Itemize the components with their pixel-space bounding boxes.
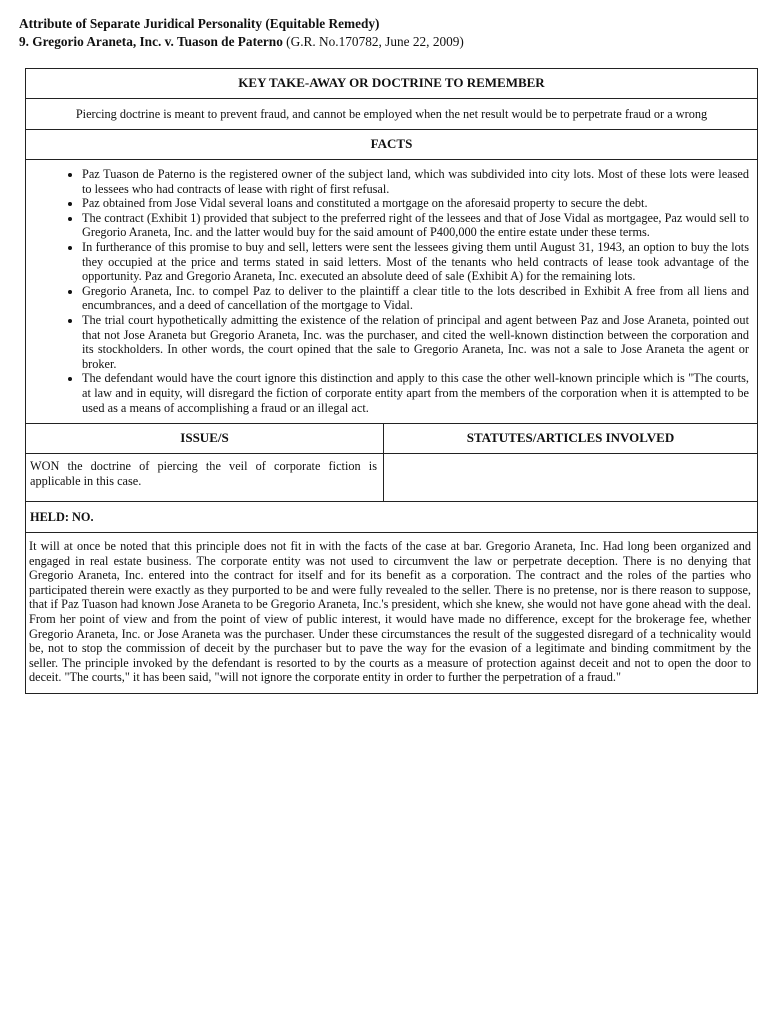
key-takeaway-header: KEY TAKE-AWAY OR DOCTRINE TO REMEMBER	[26, 69, 758, 99]
issue-text: WON the doctrine of piercing the veil of corporate fiction is applicable in this case.	[26, 454, 384, 502]
statutes-text	[384, 454, 758, 502]
ruling-text: It will at once be noted that this principle does not fit in with the facts of the case at bar. Gregorio Araneta, Inc. Had long been organized and engaged in real estate business. The corporate entity was not used to circumvent the law or perpetrate deception. There is no denying that Gregorio Araneta, Inc. entered into the contract for itself and for its benefit as a corporation. The contract and the roles of the parties who participated therein were exactly as they purported to be and were fully revealed to the seller. There is no pretense, nor is there reason to suppose, that if Paz Tuason had known Jose Araneta to be Gregorio Araneta, Inc.'s president, which she knew, she would not have gone ahead with the deal. From her point of view and from the point of view of public interest, it would have made no difference, except for the brokerage fee, whether Gregorio Araneta, Inc. or Jose Araneta was the purchaser. Under these circumstances the result of the suggested disregard of a technicality would be, not to stop the commission of deceit by the purchaser but to pave the way for the evasion of a legitimate and binding commitment by the seller. The principle invoked by the defendant is resorted to by the courts as a measure of protection against deceit and not to open the door to deceit. "The courts," it has been said, "will not ignore the corporate entity in order to further the perpetration of a fraud."	[26, 533, 758, 694]
fact-item: • Paz Tuason de Paterno is the registered owner of the subject land, which was subdivided into city lots. Most of these lots were leased to lessees who had contracts of lease with right of first refusal.	[82, 167, 749, 196]
facts-header: FACTS	[26, 130, 758, 160]
held-label: HELD: NO.	[26, 502, 758, 533]
document-heading	[19, 15, 759, 51]
fact-item: • Paz obtained from Jose Vidal several loans and constituted a mortgage on the aforesaid property to secure the debt.	[82, 196, 749, 211]
case-title: 9. Gregorio Araneta, Inc. v. Tuason de Paterno	[19, 34, 283, 49]
topic-title: Attribute of Separate Juridical Personality (Equitable Remedy)	[19, 16, 380, 31]
fact-item: • In furtherance of this promise to buy and sell, letters were sent the lessees giving them until August 31, 1943, an option to buy the lots they occupied at the price and terms stated in said letters. Most of the tenants who held contracts of lease took advantage of the opportunity. Paz and Gregorio Araneta, Inc. executed an absolute deed of sale (Exhibit A) for the remaining lots.	[82, 240, 749, 284]
case-digest-table	[25, 68, 758, 694]
issues-header: ISSUE/S	[26, 424, 384, 454]
case-title-line	[19, 33, 759, 51]
key-takeaway-text: Piercing doctrine is meant to prevent fraud, and cannot be employed when the net result would be to perpetrate fraud or a wrong	[26, 99, 758, 130]
fact-item: • The trial court hypothetically admitting the existence of the relation of principal and agent between Paz and Jose Araneta, pointed out that not Jose Araneta but Gregorio Araneta, Inc. was the purchaser, and cited the well-known distinction between the corporation and its stockholders. In other words, the court opined that the sale to Gregorio Araneta, Inc. was not a sale to Jose Araneta the agent or broker.	[82, 313, 749, 371]
fact-item: • The contract (Exhibit 1) provided that subject to the preferred right of the lessees and that of Jose Vidal as mortgagee, Paz would sell to Gregorio Araneta, Inc. and the latter would buy for the said amount of P400,000 the entire estate under these terms.	[82, 211, 749, 240]
fact-item: • The defendant would have the court ignore this distinction and apply to this case the other well-known principle which is "The courts, at law and in equity, will disregard the fiction of corporate entity apart from the members of the corporation when it is attempted to be used as a means of accomplishing a fraud or an illegal act.	[82, 371, 749, 415]
facts-cell	[26, 160, 758, 424]
case-citation: (G.R. No.170782, June 22, 2009)	[282, 34, 464, 49]
statutes-header: STATUTES/ARTICLES INVOLVED	[384, 424, 758, 454]
fact-item: • Gregorio Araneta, Inc. to compel Paz to deliver to the plaintiff a clear title to the lots described in Exhibit A free from all liens and encumbrances, and a deed of cancellation of the mortgage to Vidal.	[82, 284, 749, 313]
facts-list	[30, 167, 749, 415]
